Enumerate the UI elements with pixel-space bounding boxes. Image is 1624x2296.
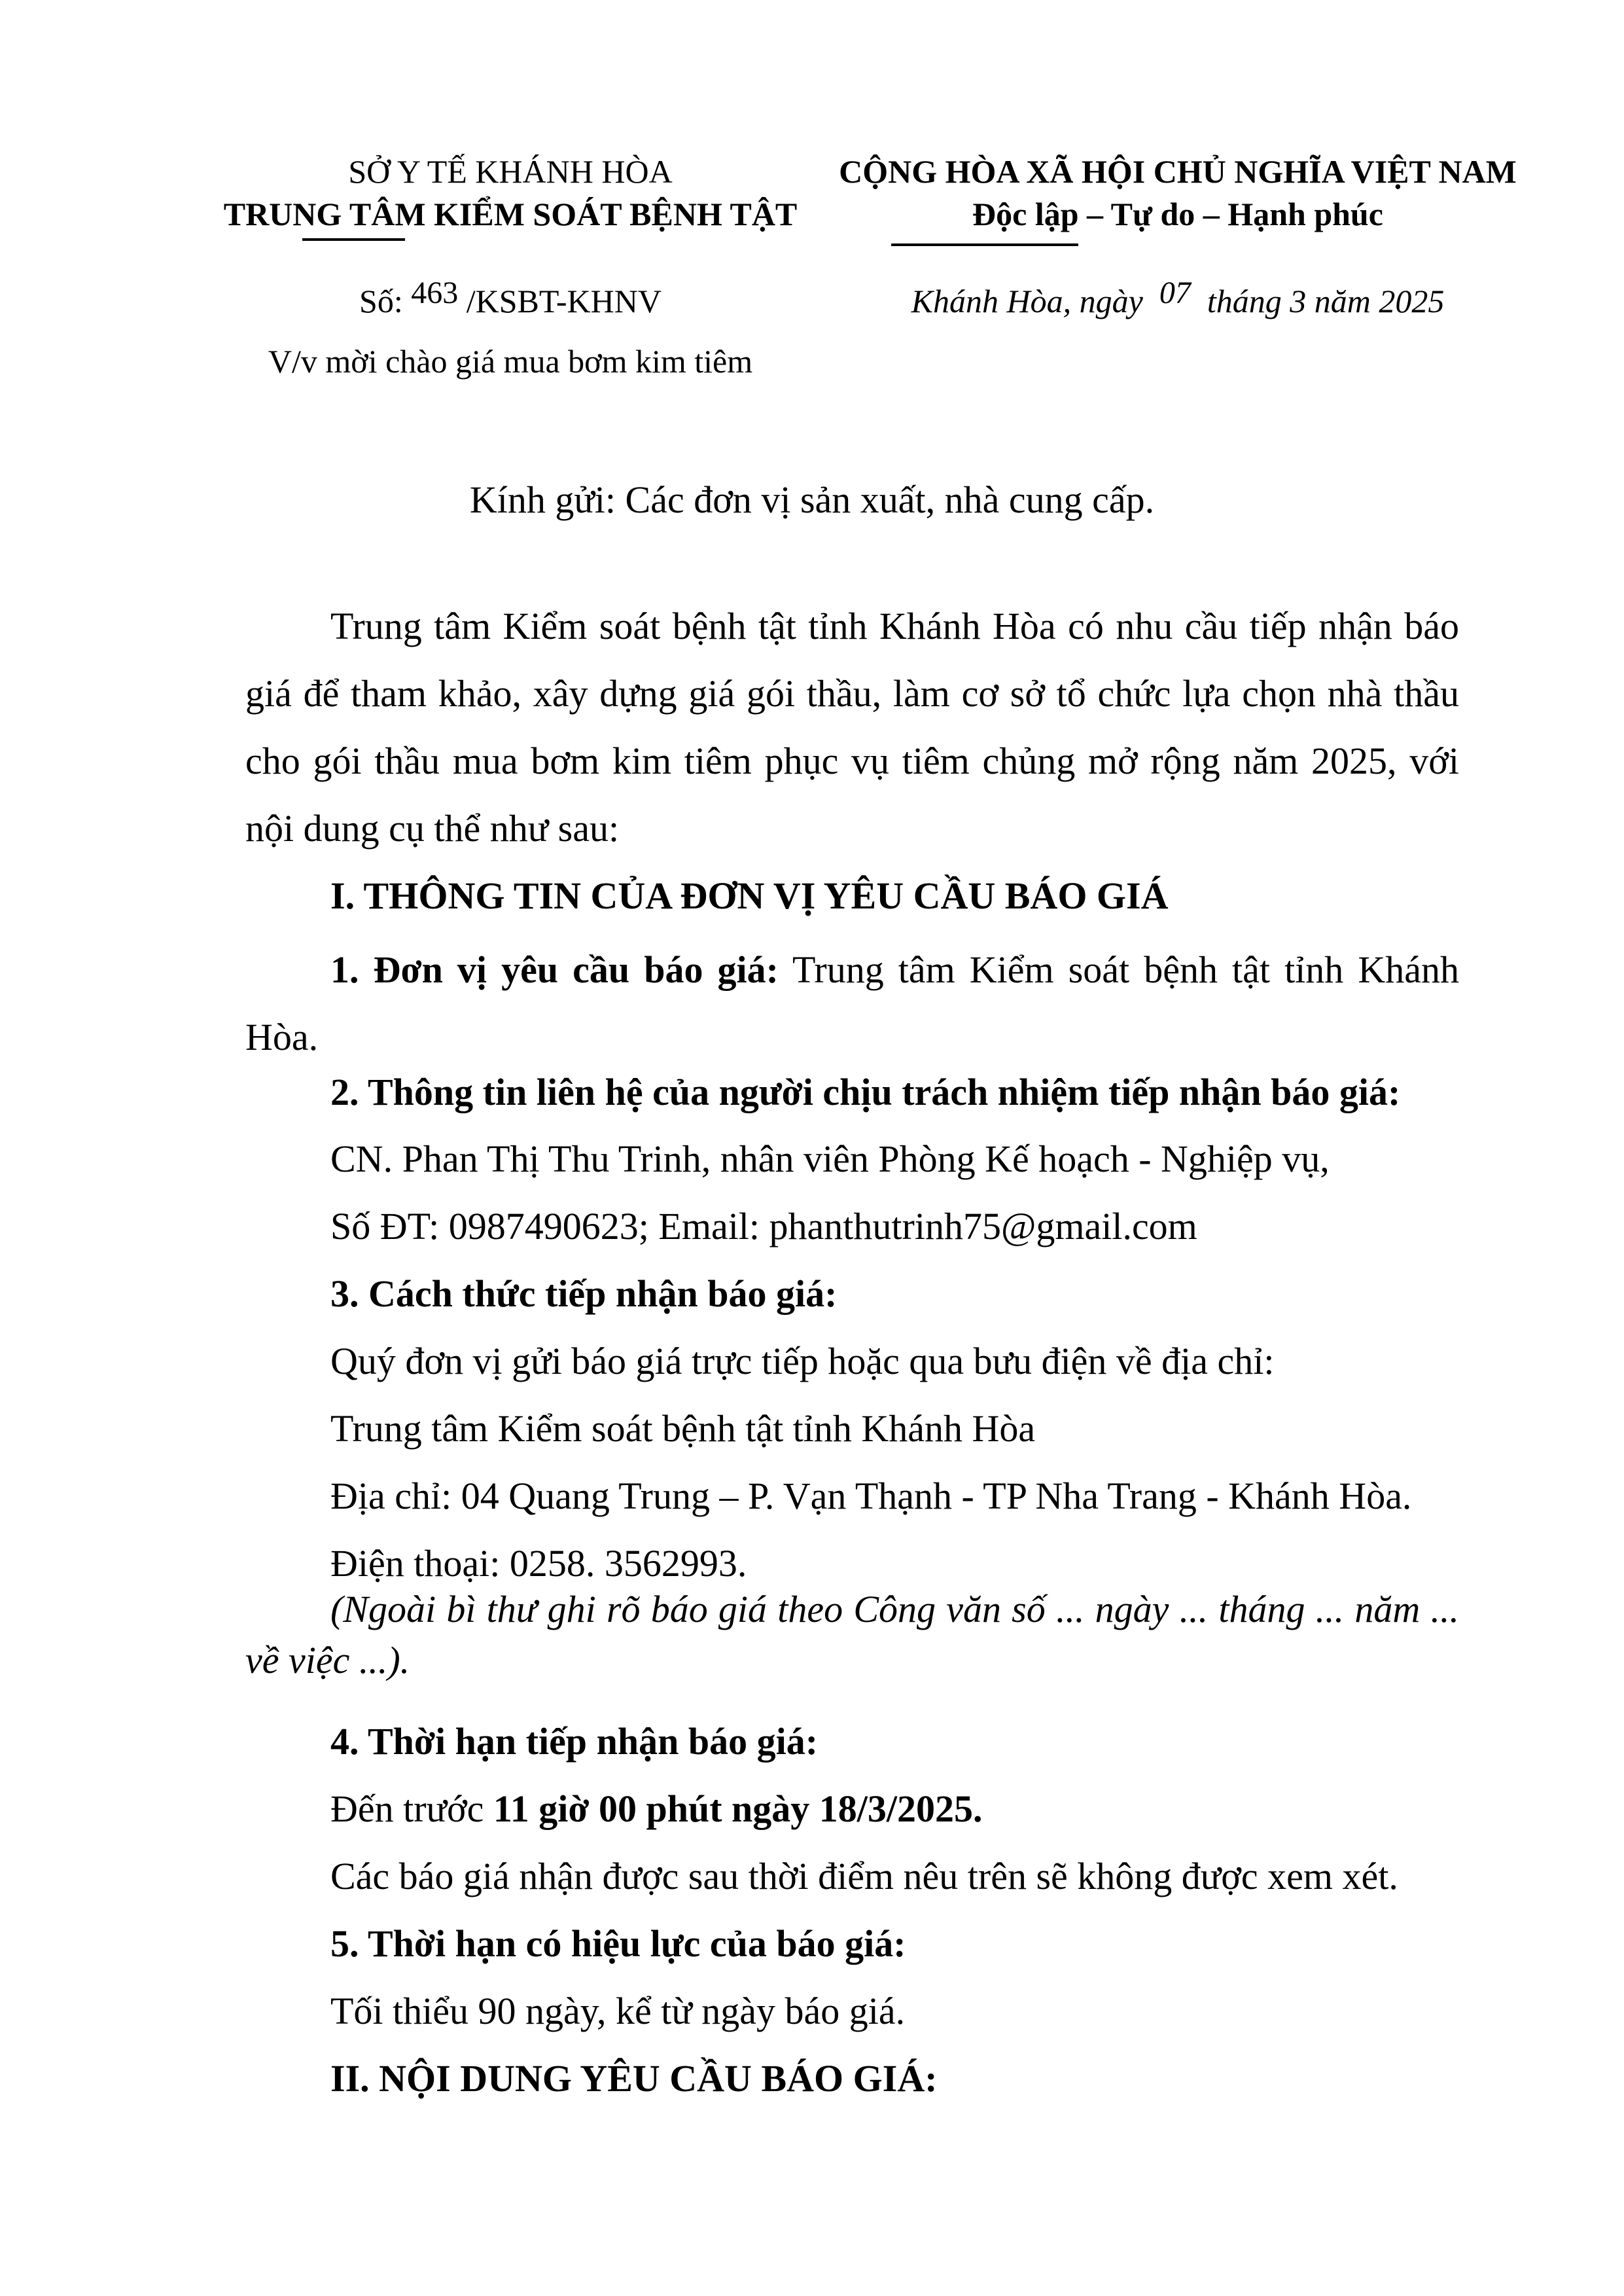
recipient-line: Kính gửi: Các đơn vị sản xuất, nhà cung cấp. [469,478,1155,521]
section-1-item-5-label: 5. Thời hạn có hiệu lực của báo giá: [330,1922,906,1965]
date-prefix: Khánh Hòa, ngày [911,283,1143,319]
intro-paragraph: Trung tâm Kiểm soát bệnh tật tỉnh Khánh Hòa có nhu cầu tiếp nhận báo giá để tham khảo, xây dựng giá gói thầu, làm cơ sở tổ chức lựa chọn nhà thầu cho gói thầu mua bơm kim tiêm phục vụ tiêm chủng mở rộng năm 2025, với nội dung cụ thể như sau: [245,605,1459,850]
right-header-rule [891,243,1078,246]
delivery-instruction: Quý đơn vị gửi báo giá trực tiếp hoặc qua bưu điện về địa chỉ: [330,1340,1275,1382]
deadline-value: 11 giờ 00 phút ngày 18/3/2025. [493,1787,983,1830]
envelope-note: (Ngoài bì thư ghi rõ báo giá theo Công văn số ... ngày ... tháng ... năm ... về việc ...). [245,1588,1459,1681]
section-1-item-1 [245,936,1459,1071]
section-2-title: II. NỘI DUNG YÊU CẦU BÁO GIÁ: [330,2057,938,2100]
date-day: 07 [1159,276,1191,310]
left-header-rule [302,238,405,241]
delivery-phone: Điện thoại: 0258. 3562993. [330,1542,747,1585]
issuing-agency: SỞ Y TẾ KHÁNH HÒA [348,153,673,190]
nation-title: CỘNG HÒA XÃ HỘI CHỦ NGHĨA VIỆT NAM [839,153,1517,190]
contact-person: CN. Phan Thị Thu Trinh, nhân viên Phòng Kế hoạch - Nghiệp vụ, [330,1138,1330,1180]
deadline-line [330,1787,983,1831]
deadline-prefix: Đến trước [330,1787,493,1830]
item-1-label: 1. Đơn vị yêu cầu báo giá: [330,948,779,991]
validity-value: Tối thiểu 90 ngày, kể từ ngày báo giá. [330,1990,906,2032]
doc-number-value: 463 [411,276,459,310]
section-1-item-2-label: 2. Thông tin liên hệ của người chịu trách nhiệm tiếp nhận báo giá: [330,1071,1401,1113]
item-1-value: Trung tâm Kiểm soát bệnh tật tỉnh Khánh Hòa. [245,948,1459,1058]
document-number [216,276,805,322]
document-date [824,276,1531,322]
issuing-center: TRUNG TÂM KIỂM SOÁT BỆNH TẬT [223,196,798,232]
contact-phone-email: Số ĐT: 0987490623; Email: phanthutrinh75@gmail.com [330,1205,1197,1247]
delivery-organization: Trung tâm Kiểm soát bệnh tật tỉnh Khánh Hòa [330,1407,1036,1450]
doc-number-suffix: /KSBT-KHNV [466,283,662,319]
doc-number-prefix: Số: [359,283,403,319]
document-subject: V/v mời chào giá mua bơm kim tiêm [268,343,753,380]
section-1-item-4-label: 4. Thời hạn tiếp nhận báo giá: [330,1720,819,1763]
date-suffix: tháng 3 năm 2025 [1207,283,1445,319]
section-1-item-3-label: 3. Cách thức tiếp nhận báo giá: [330,1272,838,1315]
delivery-address: Địa chỉ: 04 Quang Trung – P. Vạn Thạnh - TP Nha Trang - Khánh Hòa. [330,1475,1412,1517]
section-1-title: I. THÔNG TIN CỦA ĐƠN VỊ YÊU CẦU BÁO GIÁ [330,874,1169,917]
deadline-note: Các báo giá nhận được sau thời điểm nêu trên sẽ không được xem xét. [330,1855,1398,1897]
nation-motto: Độc lập – Tự do – Hạnh phúc [972,196,1383,232]
